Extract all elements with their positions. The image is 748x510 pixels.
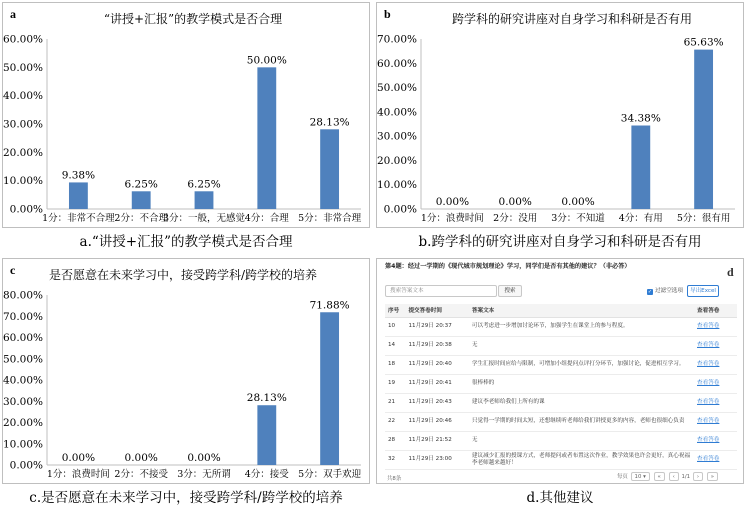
bar xyxy=(694,50,713,209)
y-tick-label: 20.00% xyxy=(377,154,417,167)
last-page-button[interactable]: » xyxy=(707,472,718,481)
y-tick-label: 30.00% xyxy=(3,395,43,408)
row-time: 11月29日 20:41 xyxy=(405,374,468,393)
bar xyxy=(631,126,650,209)
y-tick-label: 20.00% xyxy=(3,417,43,429)
row-view-cell xyxy=(694,450,737,469)
table-row xyxy=(385,431,737,450)
row-view-cell xyxy=(694,412,737,431)
row-time: 11月29日 20:40 xyxy=(405,355,468,374)
y-tick-label: 40.00% xyxy=(3,90,43,103)
search-input[interactable]: 搜索答案文本 xyxy=(385,285,497,297)
row-answer: 很棒棒的 xyxy=(469,374,694,393)
row-view-cell xyxy=(694,431,737,450)
row-view-cell xyxy=(694,317,737,336)
row-no: 14 xyxy=(385,336,405,355)
bar-value-label: 0.00% xyxy=(498,196,532,208)
header-view: 查看答卷 xyxy=(694,304,737,317)
page-size-prefix: 每页 xyxy=(617,474,628,480)
view-answer-link[interactable]: 查看答卷 xyxy=(697,399,720,405)
row-view-cell xyxy=(694,393,737,412)
x-tick-label: 2分：不合理 xyxy=(114,213,168,224)
y-tick-label: 70.00% xyxy=(377,33,417,46)
panel-d xyxy=(376,258,744,484)
y-tick-label: 50.00% xyxy=(3,353,43,366)
row-no: 28 xyxy=(385,431,405,450)
row-answer: 无 xyxy=(469,336,694,355)
y-tick-label: 30.00% xyxy=(3,118,43,131)
panel-a-letter: a xyxy=(10,7,16,21)
first-page-button[interactable]: « xyxy=(654,472,665,481)
search-button[interactable]: 搜索 xyxy=(498,285,522,297)
y-tick-label: 10.00% xyxy=(377,179,417,192)
panel-c xyxy=(2,258,370,484)
x-tick-label: 4分：合理 xyxy=(244,213,289,224)
y-tick-label: 0.00% xyxy=(9,459,43,472)
caption-c: c.是否愿意在未来学习中，接受跨学科/跨学校的培养 xyxy=(29,490,343,506)
x-tick-label: 3分：一般，无感觉 xyxy=(162,213,246,224)
x-tick-label: 5分：双手欢迎 xyxy=(298,469,362,480)
page-info: 1/1 xyxy=(681,474,691,480)
x-tick-label: 1分：浪费时间 xyxy=(46,469,110,480)
view-answer-link[interactable]: 查看答卷 xyxy=(697,418,720,424)
page-size-value: 10 xyxy=(634,474,642,480)
bar-value-label: 0.00% xyxy=(561,196,595,208)
row-no: 32 xyxy=(385,450,405,469)
table-row xyxy=(385,450,737,469)
row-time: 11月29日 20:37 xyxy=(405,317,468,336)
row-no: 22 xyxy=(385,412,405,431)
bar xyxy=(320,312,339,465)
panel-a xyxy=(2,2,370,228)
row-view-cell xyxy=(694,355,737,374)
y-tick-label: 80.00% xyxy=(3,289,43,302)
bar-value-label: 0.00% xyxy=(124,452,158,464)
x-tick-label: 4分：有用 xyxy=(618,213,663,224)
filter-label: 过滤空选项 xyxy=(655,288,683,294)
y-tick-label: 60.00% xyxy=(3,332,43,344)
export-excel-button[interactable]: 导出Excel xyxy=(687,285,719,297)
checkbox-checked-icon[interactable]: ✓ xyxy=(647,289,653,295)
row-answer: 无 xyxy=(469,431,694,450)
x-tick-label: 4分：接受 xyxy=(244,469,289,480)
y-tick-label: 20.00% xyxy=(3,146,43,159)
x-tick-label: 5分：非常合理 xyxy=(298,213,362,224)
row-answer: 只觉得一学期的时间太短，还想继续听老师给我们讲授更多的内容，老师也很细心负责 xyxy=(469,412,694,431)
header-answer: 答案文本 xyxy=(469,304,694,317)
caption-a: a.“讲授+汇报”的教学模式是否合理 xyxy=(79,234,293,250)
table-row xyxy=(385,374,737,393)
y-tick-label: 70.00% xyxy=(3,310,43,323)
x-tick-label: 1分：非常不合理 xyxy=(42,213,115,224)
row-view-cell xyxy=(694,336,737,355)
bar xyxy=(320,129,339,209)
bar-value-label: 50.00% xyxy=(246,54,287,67)
y-tick-label: 60.00% xyxy=(3,33,43,46)
bar-value-label: 6.25% xyxy=(124,178,158,191)
row-answer: 可以考虑进一步增加讨论环节，加强学生在课堂上的参与程度。 xyxy=(469,317,694,336)
panel-c-letter: c xyxy=(10,263,16,277)
chart-a-title: “讲授+汇报”的教学模式是否合理 xyxy=(103,12,283,26)
bar xyxy=(257,67,276,209)
table-row xyxy=(385,317,737,336)
y-tick-label: 60.00% xyxy=(377,57,417,70)
y-tick-label: 10.00% xyxy=(3,175,43,188)
filter-empty-checkbox[interactable] xyxy=(647,287,683,295)
row-no: 10 xyxy=(385,317,405,336)
bar-value-label: 34.38% xyxy=(620,112,661,125)
table-row xyxy=(385,355,737,374)
x-tick-label: 1分：浪费时间 xyxy=(420,213,484,224)
row-time: 11月29日 20:38 xyxy=(405,336,468,355)
y-tick-label: 10.00% xyxy=(3,438,43,451)
row-time: 11月29日 21:52 xyxy=(405,431,468,450)
y-tick-label: 0.00% xyxy=(9,203,43,216)
bar-value-label: 6.25% xyxy=(187,178,221,191)
table-row xyxy=(385,336,737,355)
bar xyxy=(257,405,276,465)
header-time: 提交答卷时间 xyxy=(405,304,468,317)
bar-value-label: 28.13% xyxy=(246,392,287,405)
bar xyxy=(132,191,151,209)
panel-d-letter: d xyxy=(727,265,734,279)
bar-value-label: 71.88% xyxy=(309,299,350,312)
row-no: 21 xyxy=(385,393,405,412)
row-answer: 建议李老师给我们上所有的课 xyxy=(469,393,694,412)
caption-d: d.其他建议 xyxy=(526,490,594,506)
bar-value-label: 0.00% xyxy=(435,196,470,208)
x-tick-label: 2分：不接受 xyxy=(114,469,168,480)
total-count: 共8条 xyxy=(387,476,402,482)
bar xyxy=(69,182,88,209)
caption-b: b.跨学科的研究讲座对自身学习和科研是否有用 xyxy=(418,234,702,250)
table-header-row xyxy=(385,304,737,317)
row-no: 18 xyxy=(385,355,405,374)
bar-value-label: 9.38% xyxy=(61,169,96,182)
row-answer: 建议减少汇报的授课方式，老师提问或者布置这次作业，教学效果也许会更好，真心祝福李老师越来越好！ xyxy=(469,450,694,469)
chart-c-title: 是否愿意在未来学习中，接受跨学科/跨学校的培养 xyxy=(48,268,318,282)
prev-page-button[interactable]: ‹ xyxy=(669,472,679,481)
bar-value-label: 0.00% xyxy=(61,452,96,464)
view-answer-link[interactable]: 查看答卷 xyxy=(697,437,720,443)
y-tick-label: 0.00% xyxy=(383,203,417,216)
row-time: 11月29日 20:46 xyxy=(405,412,468,431)
row-time: 11月29日 23:00 xyxy=(405,450,468,469)
row-no: 19 xyxy=(385,374,405,393)
view-answer-link[interactable]: 查看答卷 xyxy=(697,361,720,367)
survey-question: 第4题：经过一学期的《现代城市规划理论》学习，同学们是否有其他的建议？（非必答） xyxy=(385,263,631,270)
row-answer: 学生汇报时间应给与限制，可增加小组提问点评打分环节，加强讨论，促进相互学习。 xyxy=(469,355,694,374)
chart-c xyxy=(3,283,371,483)
answers-table xyxy=(385,304,737,470)
y-tick-label: 30.00% xyxy=(377,130,417,143)
row-time: 11月29日 20:43 xyxy=(405,393,468,412)
x-tick-label: 2分：没用 xyxy=(493,213,538,224)
view-answer-link[interactable]: 查看答卷 xyxy=(697,456,720,462)
table-row xyxy=(385,393,737,412)
view-answer-link[interactable]: 查看答卷 xyxy=(697,380,720,386)
bar-value-label: 0.00% xyxy=(187,452,221,464)
y-tick-label: 50.00% xyxy=(377,82,417,95)
chart-a xyxy=(3,27,371,227)
x-tick-label: 3分：无所谓 xyxy=(177,469,231,480)
panel-b-letter: b xyxy=(384,7,391,21)
chevron-down-icon: ▾ xyxy=(643,474,646,480)
next-page-button[interactable]: › xyxy=(693,472,703,481)
chart-b xyxy=(377,27,745,227)
table-row xyxy=(385,412,737,431)
view-answer-link[interactable]: 查看答卷 xyxy=(697,342,720,348)
bar-value-label: 28.13% xyxy=(309,116,350,129)
page-size-select[interactable] xyxy=(631,472,650,481)
y-tick-label: 40.00% xyxy=(377,106,417,119)
header-no: 序号 xyxy=(385,304,405,317)
x-tick-label: 5分：很有用 xyxy=(676,213,731,224)
bar-value-label: 65.63% xyxy=(683,36,724,49)
pagination xyxy=(617,472,719,481)
panel-b xyxy=(376,2,744,228)
row-view-cell xyxy=(694,374,737,393)
y-tick-label: 40.00% xyxy=(3,374,43,387)
y-tick-label: 50.00% xyxy=(3,61,43,74)
bar xyxy=(195,191,214,209)
x-tick-label: 3分：不知道 xyxy=(551,213,605,224)
view-answer-link[interactable]: 查看答卷 xyxy=(697,323,720,329)
chart-b-title: 跨学科的研究讲座对自身学习和科研是否有用 xyxy=(451,12,692,26)
